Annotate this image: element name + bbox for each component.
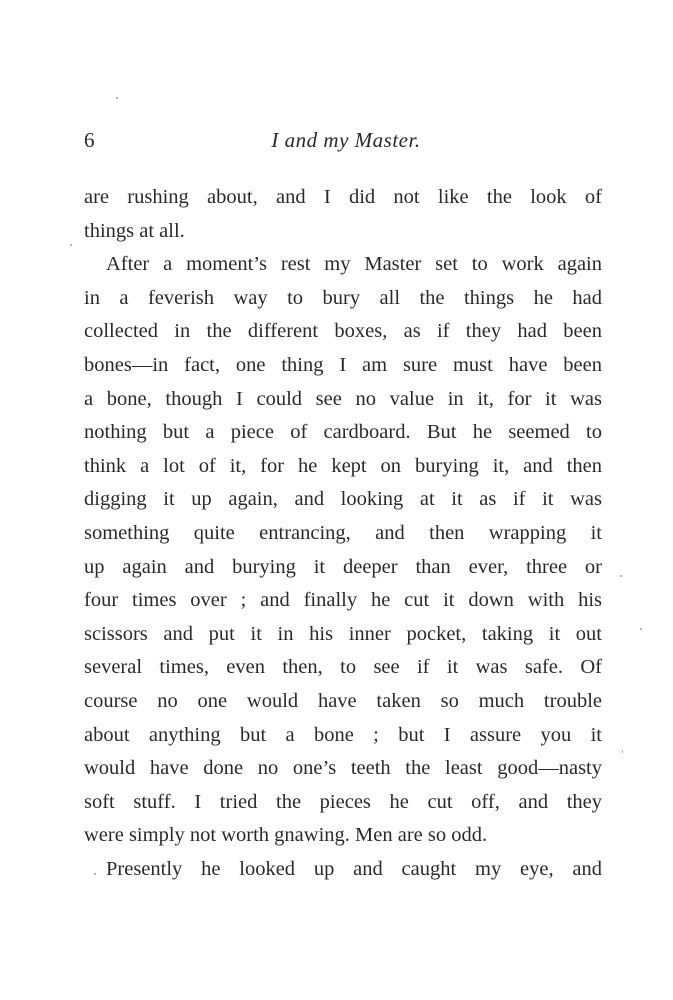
text-line: After a moment’s rest my Master set to work again	[106, 253, 602, 276]
running-title: I and my Master.	[271, 128, 421, 152]
paper-speck	[94, 873, 96, 875]
paper-speck	[620, 575, 622, 577]
text-line: would have done no one’s teeth the least good—nasty	[84, 757, 602, 780]
paper-speck	[116, 97, 118, 99]
text-line: several times, even then, to see if it was safe. Of	[84, 656, 602, 679]
text-line: Presently he looked up and caught my eye, and	[106, 857, 602, 880]
text-line: are rushing about, and I did not like the look of	[84, 186, 602, 208]
text-line: collected in the different boxes, as if they had been	[84, 320, 602, 343]
page-number: 6	[84, 128, 95, 152]
text-line: up again and burying it deeper than ever, three or	[84, 555, 602, 578]
body-text	[84, 181, 602, 886]
text-line: in a feverish way to bury all the things he had	[84, 286, 602, 309]
text-line: nothing but a piece of cardboard. But he seemed to	[84, 421, 602, 444]
text-line: were simply not worth gnawing. Men are so odd.	[84, 824, 488, 847]
text-line: digging it up again, and looking at it as if it was	[84, 488, 602, 511]
page-header	[84, 128, 602, 158]
text-line: soft stuff. I tried the pieces he cut off, and they	[84, 790, 602, 813]
text-line: something quite entrancing, and then wrapping it	[84, 521, 602, 544]
text-line: four times over ; and finally he cut it down with his	[84, 589, 602, 612]
text-line: a bone, though I could see no value in it, for it was	[84, 387, 602, 410]
text-line: scissors and put it in his inner pocket, taking it out	[84, 622, 602, 645]
text-line: bones—in fact, one thing I am sure must have been	[84, 353, 602, 376]
paper-speck	[622, 750, 623, 753]
paper-speck	[640, 628, 642, 630]
text-line: things at all.	[84, 219, 185, 242]
paper-speck	[70, 244, 72, 246]
text-line: about anything but a bone ; but I assure you it	[84, 723, 602, 746]
text-line: course no one would have taken so much trouble	[84, 689, 602, 712]
text-line: think a lot of it, for he kept on burying it, and then	[84, 454, 602, 477]
